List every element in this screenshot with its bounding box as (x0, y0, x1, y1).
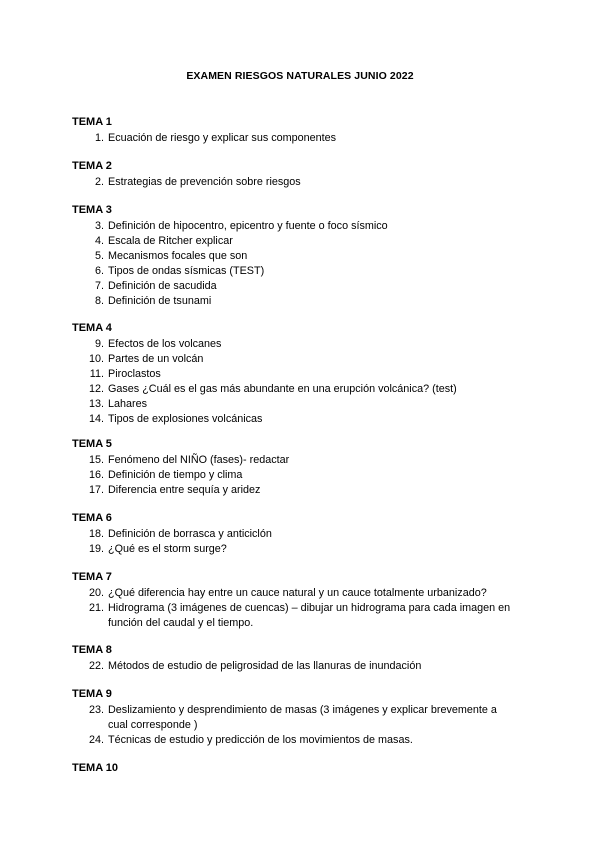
question-number: 10. (88, 353, 104, 365)
question-number: 17. (88, 484, 104, 496)
question-number: 6. (94, 265, 104, 277)
tema-heading: TEMA 9 (72, 688, 112, 700)
question-number: 11. (89, 368, 104, 380)
tema-heading: TEMA 2 (72, 160, 112, 172)
question-number: 12. (88, 383, 104, 395)
question-text: Definición de hipocentro, epicentro y fuente o foco sísmico (108, 220, 388, 232)
question-text: Partes de un volcán (108, 353, 204, 365)
tema-heading: TEMA 4 (72, 322, 112, 334)
question-number: 20. (88, 587, 104, 599)
question-text: Lahares (108, 398, 148, 410)
question-number: 18. (88, 528, 104, 540)
question-number: 13. (88, 398, 104, 410)
question-number: 2. (94, 176, 104, 188)
question-text: Ecuación de riesgo y explicar sus componentes (108, 132, 337, 144)
question-text: Diferencia entre sequía y aridez (108, 484, 261, 496)
question-text: Estrategias de prevención sobre riesgos (108, 176, 301, 188)
question-number: 15. (88, 454, 104, 466)
question-text: Escala de Ritcher explicar (108, 235, 233, 247)
question-text-continued: función del caudal y el tiempo. (108, 617, 254, 629)
question-text: Gases ¿Cuál es el gas más abundante en una erupción volcánica? (test) (108, 383, 457, 395)
tema-heading: TEMA 6 (72, 512, 112, 524)
question-text: Definición de tiempo y clima (108, 469, 243, 481)
question-number: 23. (88, 704, 104, 716)
tema-heading: TEMA 10 (72, 762, 119, 774)
question-text: Definición de tsunami (108, 295, 212, 307)
question-number: 14. (88, 413, 104, 425)
question-number: 4. (94, 235, 104, 247)
question-number: 9. (94, 338, 104, 350)
exam-title: EXAMEN RIESGOS NATURALES JUNIO 2022 (186, 70, 414, 82)
question-number: 1. (94, 132, 104, 144)
question-number: 21. (88, 602, 104, 614)
question-text: Técnicas de estudio y predicción de los movimientos de masas. (108, 734, 413, 746)
question-number: 24. (88, 734, 104, 746)
question-text: Métodos de estudio de peligrosidad de las llanuras de inundación (108, 660, 422, 672)
question-text: Mecanismos focales que son (108, 250, 248, 262)
question-text: Fenómeno del NIÑO (fases)- redactar (108, 454, 290, 466)
question-text: Tipos de explosiones volcánicas (108, 413, 263, 425)
question-text-continued: cual corresponde ) (108, 719, 198, 731)
question-text: Hidrograma (3 imágenes de cuencas) – dibujar un hidrograma para cada imagen en (108, 602, 511, 614)
question-number: 16. (88, 469, 104, 481)
question-text: Piroclastos (108, 368, 161, 380)
question-text: ¿Qué diferencia hay entre un cauce natural y un cauce totalmente urbanizado? (108, 587, 487, 599)
question-text: Efectos de los volcanes (108, 338, 222, 350)
question-number: 5. (94, 250, 104, 262)
question-number: 3. (94, 220, 104, 232)
question-text: Definición de sacudida (108, 280, 217, 292)
tema-heading: TEMA 7 (72, 571, 112, 583)
question-text: Definición de borrasca y anticiclón (108, 528, 272, 540)
tema-heading: TEMA 5 (72, 438, 112, 450)
question-text: ¿Qué es el storm surge? (108, 543, 227, 555)
question-text: Deslizamiento y desprendimiento de masas (3 imágenes y explicar brevemente a (108, 704, 497, 716)
question-number: 8. (94, 295, 104, 307)
tema-heading: TEMA 3 (72, 204, 112, 216)
question-number: 22. (88, 660, 104, 672)
question-number: 7. (94, 280, 104, 292)
tema-heading: TEMA 1 (72, 116, 112, 128)
question-text: Tipos de ondas sísmicas (TEST) (108, 265, 265, 277)
question-number: 19. (88, 543, 104, 555)
tema-heading: TEMA 8 (72, 644, 112, 656)
